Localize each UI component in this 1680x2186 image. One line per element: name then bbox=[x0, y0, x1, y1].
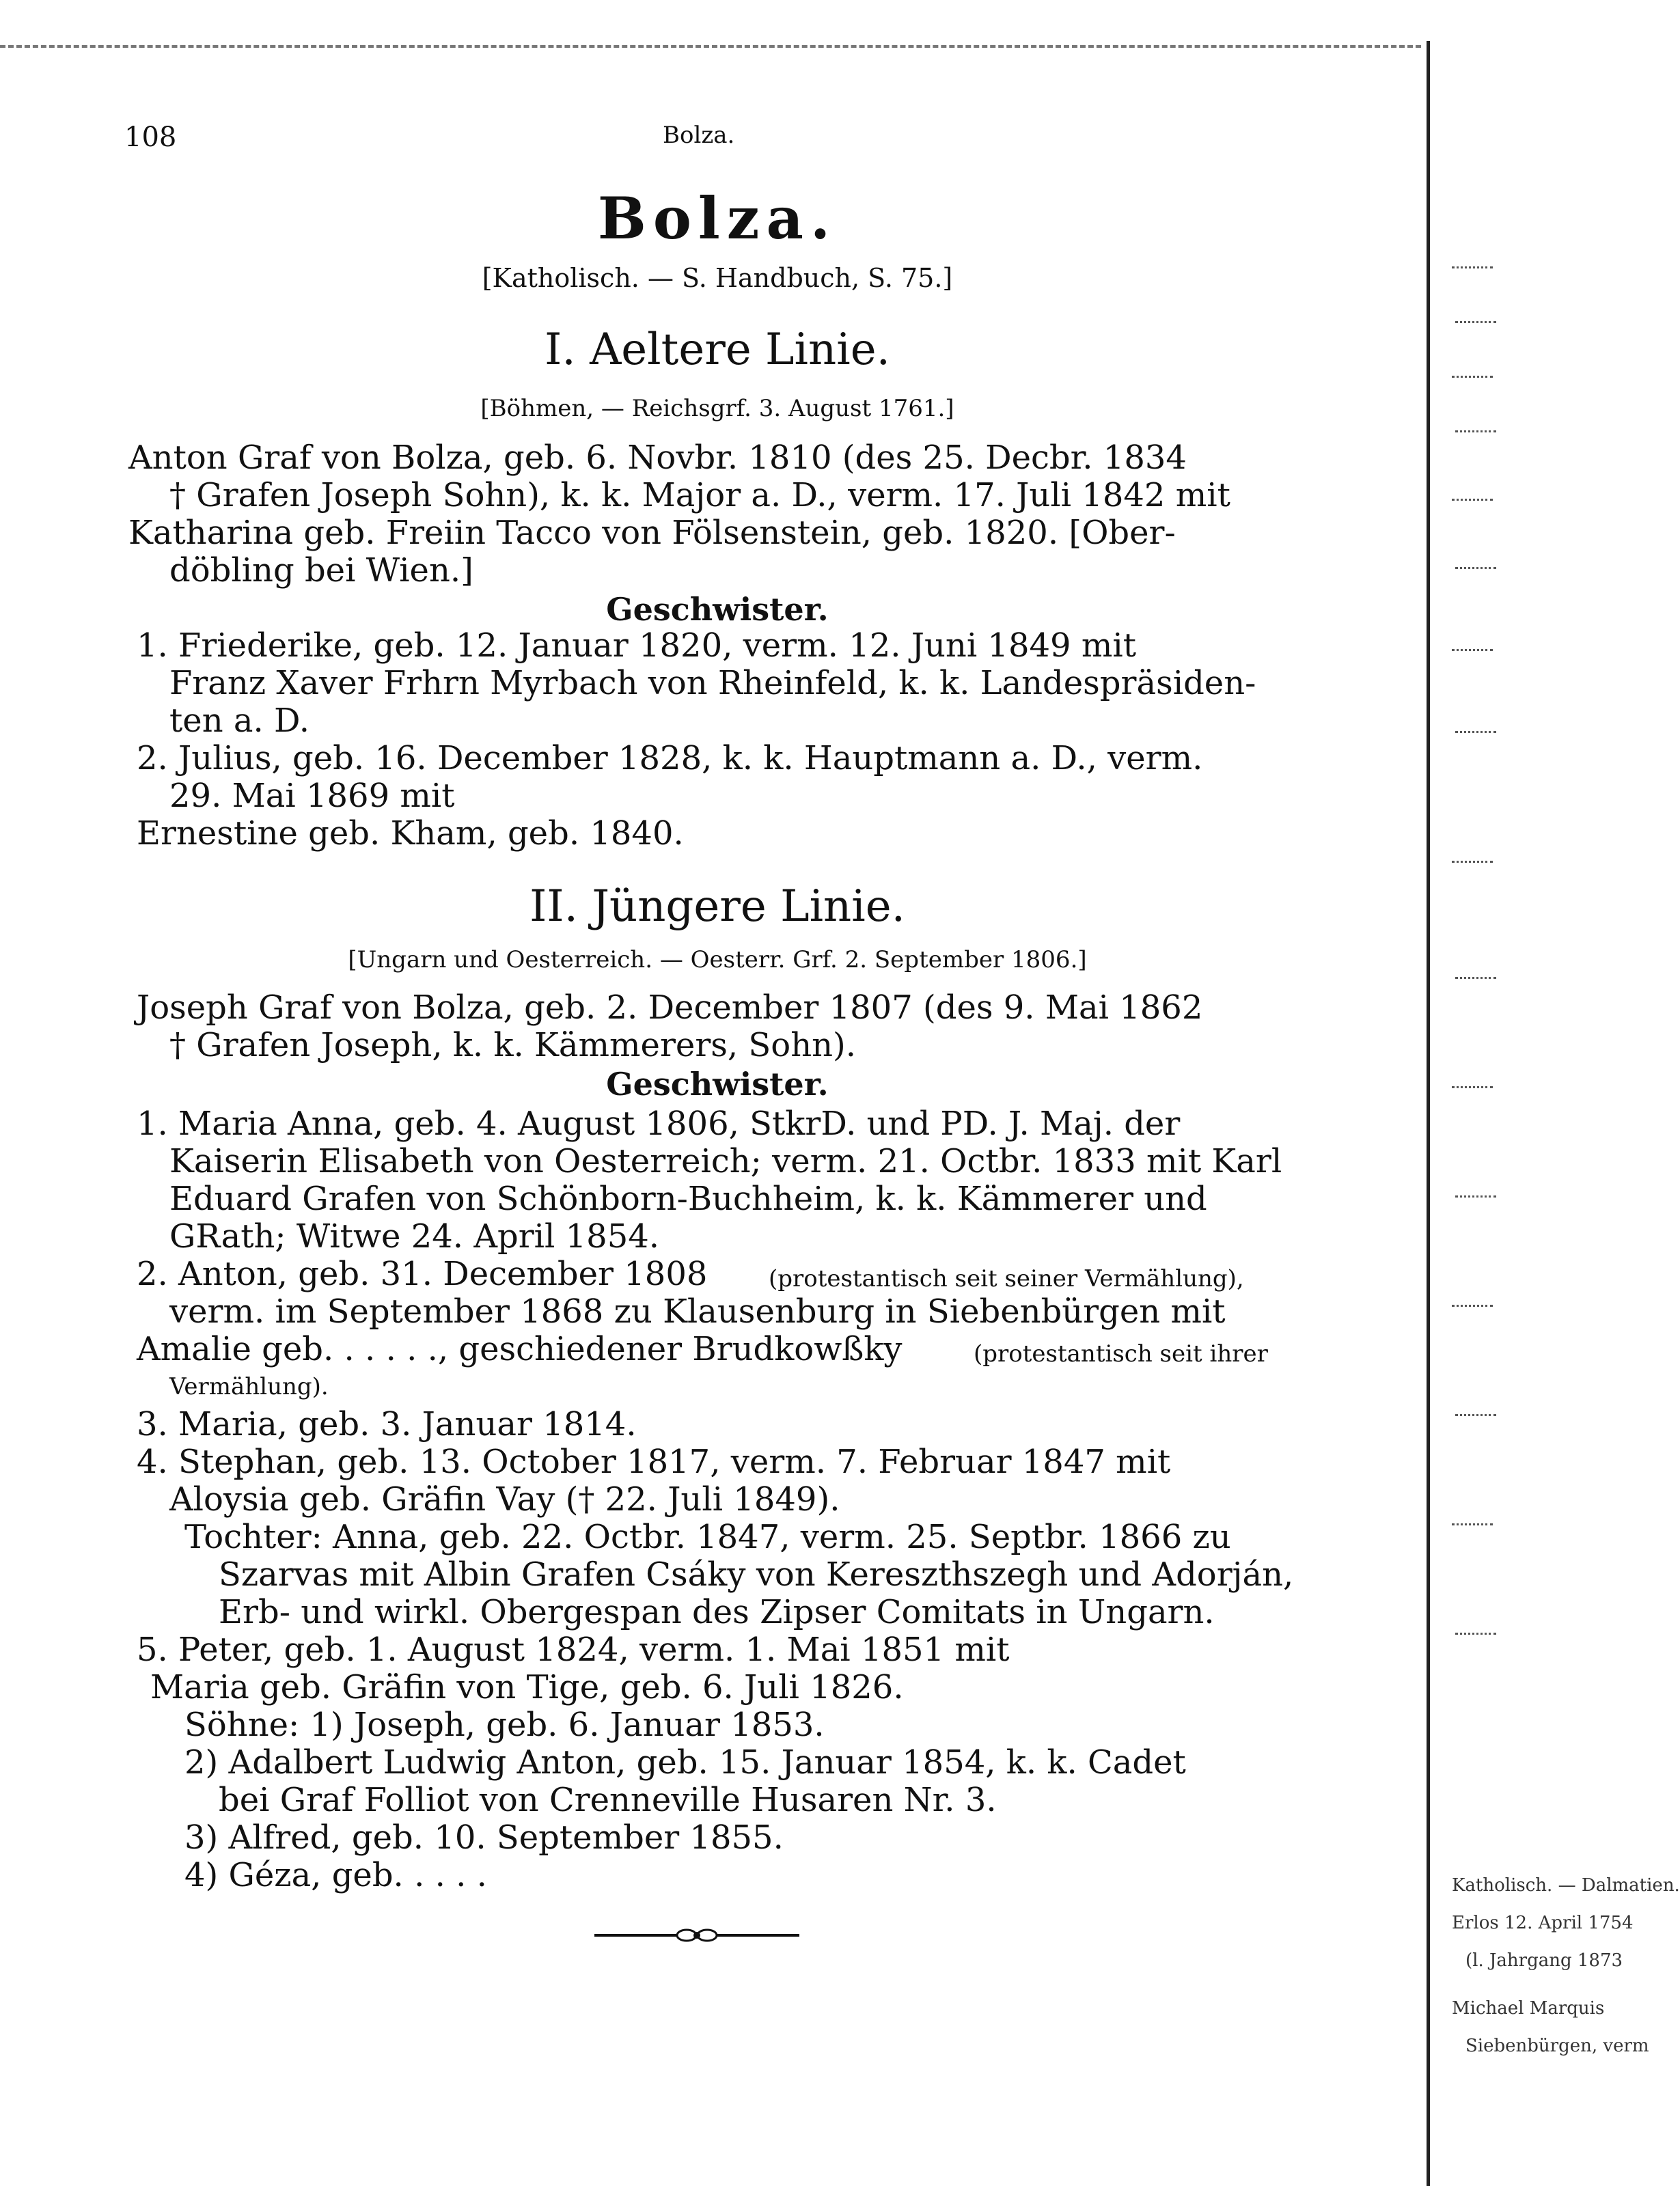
sibling-line: Ernestine geb. Kham, geb. 1840. bbox=[137, 814, 684, 853]
section-heading-younger-line: II. Jüngere Linie. bbox=[529, 881, 905, 932]
neighbor-page-edge bbox=[1438, 0, 1680, 2186]
illegible-mark bbox=[1455, 1394, 1496, 1416]
illegible-mark bbox=[1452, 840, 1493, 863]
sibling-line: Erb- und wirkl. Obergespan des Zipser Comitats in Ungarn. bbox=[219, 1593, 1215, 1631]
illegible-mark bbox=[1452, 478, 1493, 501]
siblings-heading: Geschwister. bbox=[606, 591, 829, 628]
sibling-line: 3. Maria, geb. 3. Januar 1814. bbox=[137, 1405, 637, 1443]
sibling-line: 2) Adalbert Ludwig Anton, geb. 15. Januar 1854, k. k. Cadet bbox=[184, 1743, 1186, 1782]
illegible-mark bbox=[1452, 355, 1493, 378]
sibling-line: Maria geb. Gräfin von Tige, geb. 6. Juli 1826. bbox=[150, 1668, 904, 1706]
top-edge-rule bbox=[0, 45, 1421, 48]
section-heading-elder-line: I. Aeltere Linie. bbox=[545, 324, 890, 375]
entry-line: Katharina geb. Freiin Tacco von Fölsenstein, geb. 1820. [Ober- bbox=[128, 514, 1176, 552]
sibling-line: Amalie geb. . . . . ., geschiedener Brudkowßky bbox=[137, 1330, 903, 1368]
illegible-mark bbox=[1455, 1175, 1496, 1198]
sibling-line: Tochter: Anna, geb. 22. Octbr. 1847, verm. 25. Septbr. 1866 zu bbox=[184, 1518, 1231, 1556]
gutter-edge bbox=[1427, 41, 1430, 2186]
sibling-line: GRath; Witwe 24. April 1854. bbox=[169, 1217, 660, 1256]
sibling-line: 3) Alfred, geb. 10. September 1855. bbox=[184, 1818, 784, 1857]
entry-line: † Grafen Joseph, k. k. Kämmerers, Sohn). bbox=[169, 1026, 856, 1064]
illegible-mark bbox=[1452, 1503, 1493, 1525]
illegible-mark bbox=[1452, 1284, 1493, 1307]
sibling-line: 5. Peter, geb. 1. August 1824, verm. 1. Mai 1851 mit bbox=[137, 1631, 1010, 1669]
illegible-mark bbox=[1455, 546, 1496, 569]
sibling-line: 1. Friederike, geb. 12. Januar 1820, verm. 12. Juni 1849 mit bbox=[137, 626, 1136, 665]
sibling-line: Aloysia geb. Gräfin Vay († 22. Juli 1849). bbox=[169, 1480, 840, 1519]
sibling-line: Szarvas mit Albin Grafen Csáky von Kereszthszegh und Adorján, bbox=[219, 1555, 1294, 1594]
sibling-line: bei Graf Folliot von Crenneville Husaren Nr. 3. bbox=[219, 1781, 997, 1819]
neighbor-line: Siebenbürgen, verm bbox=[1465, 2036, 1649, 2056]
neighbor-line: Michael Marquis bbox=[1452, 1998, 1605, 2019]
sibling-note: (protestantisch seit ihrer bbox=[974, 1340, 1268, 1368]
page-title: Bolza. bbox=[597, 184, 838, 252]
illegible-mark bbox=[1452, 1066, 1493, 1088]
section-subheading-younger-line: [Ungarn und Oesterreich. — Oesterr. Grf. 2. September 1806.] bbox=[348, 946, 1087, 973]
section-subheading-elder-line: [Böhmen, — Reichsgrf. 3. August 1761.] bbox=[480, 395, 954, 422]
sibling-line: 4) Géza, geb. . . . . bbox=[184, 1856, 487, 1894]
page-number: 108 bbox=[124, 122, 177, 153]
sibling-line: Eduard Grafen von Schönborn-Buchheim, k. k. Kämmerer und bbox=[169, 1180, 1207, 1218]
illegible-mark bbox=[1452, 246, 1493, 268]
entry-line: Anton Graf von Bolza, geb. 6. Novbr. 1810 (des 25. Decbr. 1834 bbox=[128, 439, 1187, 477]
illegible-mark bbox=[1455, 301, 1496, 323]
sibling-note: (protestantisch seit seiner Vermählung), bbox=[769, 1265, 1244, 1292]
illegible-mark bbox=[1455, 410, 1496, 432]
sibling-line: Franz Xaver Frhrn Myrbach von Rheinfeld, k. k. Landespräsiden- bbox=[169, 664, 1256, 702]
entry-line: † Grafen Joseph Sohn), k. k. Major a. D., verm. 17. Juli 1842 mit bbox=[169, 476, 1230, 514]
illegible-mark bbox=[1455, 956, 1496, 979]
siblings-heading: Geschwister. bbox=[606, 1066, 829, 1103]
entry-line: Joseph Graf von Bolza, geb. 2. December 1807 (des 9. Mai 1862 bbox=[137, 988, 1203, 1027]
sibling-line: 29. Mai 1869 mit bbox=[169, 777, 455, 815]
illegible-mark bbox=[1455, 1612, 1496, 1635]
sibling-line: Söhne: 1) Joseph, geb. 6. Januar 1853. bbox=[184, 1706, 825, 1744]
neighbor-line: Erlos 12. April 1754 bbox=[1452, 1913, 1634, 1933]
running-head: Bolza. bbox=[663, 122, 735, 149]
neighbor-line: (l. Jahrgang 1873 bbox=[1465, 1950, 1623, 1971]
sibling-line: 4. Stephan, geb. 13. October 1817, verm. 7. Februar 1847 mit bbox=[137, 1443, 1171, 1481]
title-subtitle: [Katholisch. — S. Handbuch, S. 75.] bbox=[482, 263, 953, 293]
illegible-mark bbox=[1452, 628, 1493, 651]
sibling-line: 2. Julius, geb. 16. December 1828, k. k. Hauptmann a. D., verm. bbox=[137, 739, 1203, 777]
sibling-line: verm. im September 1868 zu Klausenburg in Siebenbürgen mit bbox=[169, 1292, 1226, 1331]
neighbor-line: Katholisch. — Dalmatien. bbox=[1452, 1875, 1680, 1896]
sibling-note: Vermählung). bbox=[169, 1373, 329, 1400]
illegible-mark bbox=[1455, 710, 1496, 733]
entry-line: döbling bei Wien.] bbox=[169, 551, 473, 590]
end-ornament-icon bbox=[594, 1925, 799, 1946]
sibling-line: Kaiserin Elisabeth von Oesterreich; verm. 21. Octbr. 1833 mit Karl bbox=[169, 1142, 1282, 1180]
sibling-line: 2. Anton, geb. 31. December 1808 bbox=[137, 1255, 708, 1293]
sibling-line: 1. Maria Anna, geb. 4. August 1806, StkrD. und PD. J. Maj. der bbox=[137, 1105, 1181, 1143]
sibling-line: ten a. D. bbox=[169, 702, 310, 740]
